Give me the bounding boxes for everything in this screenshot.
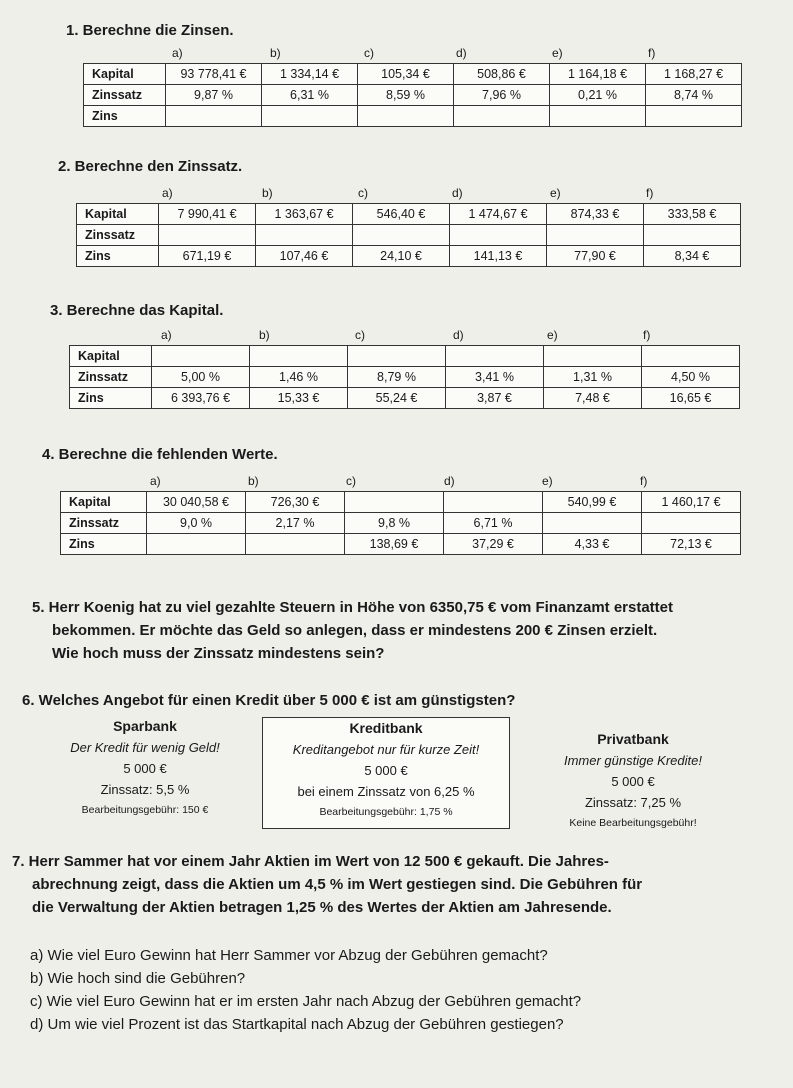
table-cell: 16,65 € (642, 388, 740, 409)
bank-slogan: Kreditangebot nur für kurze Zeit! (292, 742, 480, 757)
task1-table (83, 63, 742, 127)
table-cell: 4,33 € (543, 534, 642, 555)
col-letter: c) (346, 474, 356, 488)
col-letter: a) (150, 474, 161, 488)
answer-cell[interactable] (550, 106, 646, 127)
col-letter: b) (262, 186, 273, 200)
bank-slogan: Der Kredit für wenig Geld! (70, 740, 220, 755)
text-line: die Verwaltung der Aktien betragen 1,25 % des Wertes der Aktien am Jahresende. (32, 899, 612, 916)
table-cell: 30 040,58 € (147, 492, 246, 513)
table-row (61, 534, 741, 555)
table-cell: 6,71 % (444, 513, 543, 534)
col-letter: f) (646, 186, 654, 200)
answer-cell[interactable] (450, 225, 547, 246)
table-cell: 77,90 € (547, 246, 644, 267)
row-label: Zinssatz (84, 85, 166, 106)
answer-cell[interactable] (159, 225, 256, 246)
col-letter: f) (643, 328, 651, 342)
table-cell: 1 168,27 € (646, 64, 742, 85)
table-row (70, 367, 740, 388)
row-label: Kapital (84, 64, 166, 85)
row-label: Kapital (61, 492, 147, 513)
table-cell: 9,0 % (147, 513, 246, 534)
table-cell: 8,79 % (348, 367, 446, 388)
task7-question-d: d) Um wie viel Prozent ist das Startkapital nach Abzug der Gebühren gestiegen? (30, 1016, 564, 1033)
col-letter: d) (444, 474, 455, 488)
task7-text (12, 850, 642, 919)
task1-title: 1. Berechne die Zinsen. (66, 22, 234, 39)
col-letter: d) (456, 46, 467, 60)
answer-cell[interactable] (547, 225, 644, 246)
table-row (77, 204, 741, 225)
answer-cell[interactable] (644, 225, 741, 246)
table-cell: 5,00 % (152, 367, 250, 388)
col-letter: e) (542, 474, 553, 488)
processing-fee: Bearbeitungsgebühr: 1,75 % (319, 806, 453, 818)
table-row (70, 346, 740, 367)
table-row (61, 513, 741, 534)
row-label: Kapital (70, 346, 152, 367)
interest-rate: Zinssatz: 7,25 % (584, 795, 682, 810)
answer-cell[interactable] (345, 492, 444, 513)
text-line: Wie hoch muss der Zinssatz mindestens sein? (52, 645, 385, 662)
task2-table (76, 203, 741, 267)
table-cell: 8,34 € (644, 246, 741, 267)
row-label: Zinssatz (61, 513, 147, 534)
row-label: Zinssatz (70, 367, 152, 388)
table-cell: 9,87 % (166, 85, 262, 106)
answer-cell[interactable] (246, 534, 345, 555)
table-cell: 37,29 € (444, 534, 543, 555)
col-letter: e) (550, 186, 561, 200)
answer-cell[interactable] (152, 346, 250, 367)
table-cell: 3,41 % (446, 367, 544, 388)
table-cell: 1 334,14 € (262, 64, 358, 85)
loan-amount: 5 000 € (123, 761, 167, 776)
table-cell: 726,30 € (246, 492, 345, 513)
text-line: abrechnung zeigt, dass die Aktien um 4,5 % im Wert gestiegen sind. Die Gebühren für (32, 876, 643, 893)
answer-cell[interactable] (544, 346, 642, 367)
offer-sparbank (30, 716, 260, 821)
table-cell: 24,10 € (353, 246, 450, 267)
row-label: Kapital (77, 204, 159, 225)
table-cell: 508,86 € (454, 64, 550, 85)
answer-cell[interactable] (147, 534, 246, 555)
task7-question-c: c) Wie viel Euro Gewinn hat er im ersten Jahr nach Abzug der Gebühren gemacht? (30, 993, 582, 1010)
table-cell: 6,31 % (262, 85, 358, 106)
row-label: Zins (77, 246, 159, 267)
col-letter: e) (552, 46, 563, 60)
table-cell: 546,40 € (353, 204, 450, 225)
loan-amount: 5 000 € (364, 763, 408, 778)
answer-cell[interactable] (642, 346, 740, 367)
table-cell: 105,34 € (358, 64, 454, 85)
col-letter: a) (161, 328, 172, 342)
table-cell: 671,19 € (159, 246, 256, 267)
table-row (77, 246, 741, 267)
table-cell: 7,96 % (454, 85, 550, 106)
table-row (84, 106, 742, 127)
task7-question-b: b) Wie hoch sind die Gebühren? (30, 970, 246, 987)
table-cell: 4,50 % (642, 367, 740, 388)
col-letter: d) (453, 328, 464, 342)
table-row (70, 388, 740, 409)
answer-cell[interactable] (348, 346, 446, 367)
answer-cell[interactable] (358, 106, 454, 127)
table-cell: 9,8 % (345, 513, 444, 534)
loan-amount: 5 000 € (611, 774, 655, 789)
col-letter: b) (259, 328, 270, 342)
processing-fee: Bearbeitungsgebühr: 150 € (81, 804, 209, 816)
row-label: Zins (84, 106, 166, 127)
table-cell: 1,31 % (544, 367, 642, 388)
answer-cell[interactable] (250, 346, 348, 367)
table-cell: 7,48 € (544, 388, 642, 409)
col-letter: f) (648, 46, 656, 60)
col-letter: f) (640, 474, 648, 488)
col-letter: b) (248, 474, 259, 488)
task4-title: 4. Berechne die fehlenden Werte. (42, 446, 278, 463)
answer-cell[interactable] (646, 106, 742, 127)
task4-table (60, 491, 741, 555)
table-row (77, 225, 741, 246)
text-line: 7. Herr Sammer hat vor einem Jahr Aktien im Wert von 12 500 € gekauft. Die Jahres- (12, 853, 609, 870)
table-row (84, 85, 742, 106)
answer-cell[interactable] (444, 492, 543, 513)
table-cell: 7 990,41 € (159, 204, 256, 225)
table-cell: 874,33 € (547, 204, 644, 225)
answer-cell[interactable] (446, 346, 544, 367)
interest-rate: Zinssatz: 5,5 % (100, 782, 190, 797)
task1-column-letters (82, 46, 742, 62)
task3-title: 3. Berechne das Kapital. (50, 302, 224, 319)
processing-fee: Keine Bearbeitungsgebühr! (569, 817, 697, 829)
task3-table (69, 345, 740, 409)
table-cell: 2,17 % (246, 513, 345, 534)
table-cell: 72,13 € (642, 534, 741, 555)
table-cell: 8,59 % (358, 85, 454, 106)
table-cell: 1 460,17 € (642, 492, 741, 513)
table-cell: 138,69 € (345, 534, 444, 555)
row-label: Zinssatz (77, 225, 159, 246)
answer-cell[interactable] (256, 225, 353, 246)
task4-column-letters (60, 474, 740, 490)
row-label: Zins (70, 388, 152, 409)
answer-cell[interactable] (262, 106, 358, 127)
offer-privatbank (518, 729, 748, 834)
table-cell: 540,99 € (543, 492, 642, 513)
answer-cell[interactable] (543, 513, 642, 534)
offer-kreditbank (262, 717, 510, 829)
table-cell: 8,74 % (646, 85, 742, 106)
table-cell: 1 474,67 € (450, 204, 547, 225)
bank-name: Sparbank (113, 718, 177, 734)
table-row (61, 492, 741, 513)
task2-column-letters (76, 186, 740, 202)
col-letter: a) (172, 46, 183, 60)
table-cell: 141,13 € (450, 246, 547, 267)
table-cell: 333,58 € (644, 204, 741, 225)
table-cell: 1 363,67 € (256, 204, 353, 225)
table-cell: 15,33 € (250, 388, 348, 409)
task2-title: 2. Berechne den Zinssatz. (58, 158, 243, 175)
col-letter: e) (547, 328, 558, 342)
col-letter: c) (358, 186, 368, 200)
interest-rate: bei einem Zinssatz von 6,25 % (297, 784, 475, 799)
table-cell: 6 393,76 € (152, 388, 250, 409)
col-letter: c) (364, 46, 374, 60)
answer-cell[interactable] (353, 225, 450, 246)
table-cell: 0,21 % (550, 85, 646, 106)
table-cell: 3,87 € (446, 388, 544, 409)
table-cell: 1 164,18 € (550, 64, 646, 85)
col-letter: a) (162, 186, 173, 200)
table-cell: 55,24 € (348, 388, 446, 409)
col-letter: b) (270, 46, 281, 60)
table-row (84, 64, 742, 85)
answer-cell[interactable] (454, 106, 550, 127)
answer-cell[interactable] (642, 513, 741, 534)
text-line: bekommen. Er möchte das Geld so anlegen, dass er mindestens 200 € Zinsen erzielt. (52, 622, 658, 639)
table-cell: 93 778,41 € (166, 64, 262, 85)
col-letter: c) (355, 328, 365, 342)
row-label: Zins (61, 534, 147, 555)
bank-slogan: Immer günstige Kredite! (563, 753, 702, 768)
col-letter: d) (452, 186, 463, 200)
answer-cell[interactable] (166, 106, 262, 127)
text-line: 5. Herr Koenig hat zu viel gezahlte Steuern in Höhe von 6350,75 € vom Finanzamt erstattet (32, 599, 674, 616)
table-cell: 107,46 € (256, 246, 353, 267)
bank-name: Kreditbank (349, 720, 423, 736)
task3-column-letters (69, 328, 739, 344)
table-cell: 1,46 % (250, 367, 348, 388)
task6-title: 6. Welches Angebot für einen Kredit über 5 000 € ist am günstigsten? (22, 692, 516, 709)
task5-text (32, 596, 673, 665)
bank-name: Privatbank (597, 731, 669, 747)
task7-question-a: a) Wie viel Euro Gewinn hat Herr Sammer vor Abzug der Gebühren gemacht? (30, 947, 548, 964)
